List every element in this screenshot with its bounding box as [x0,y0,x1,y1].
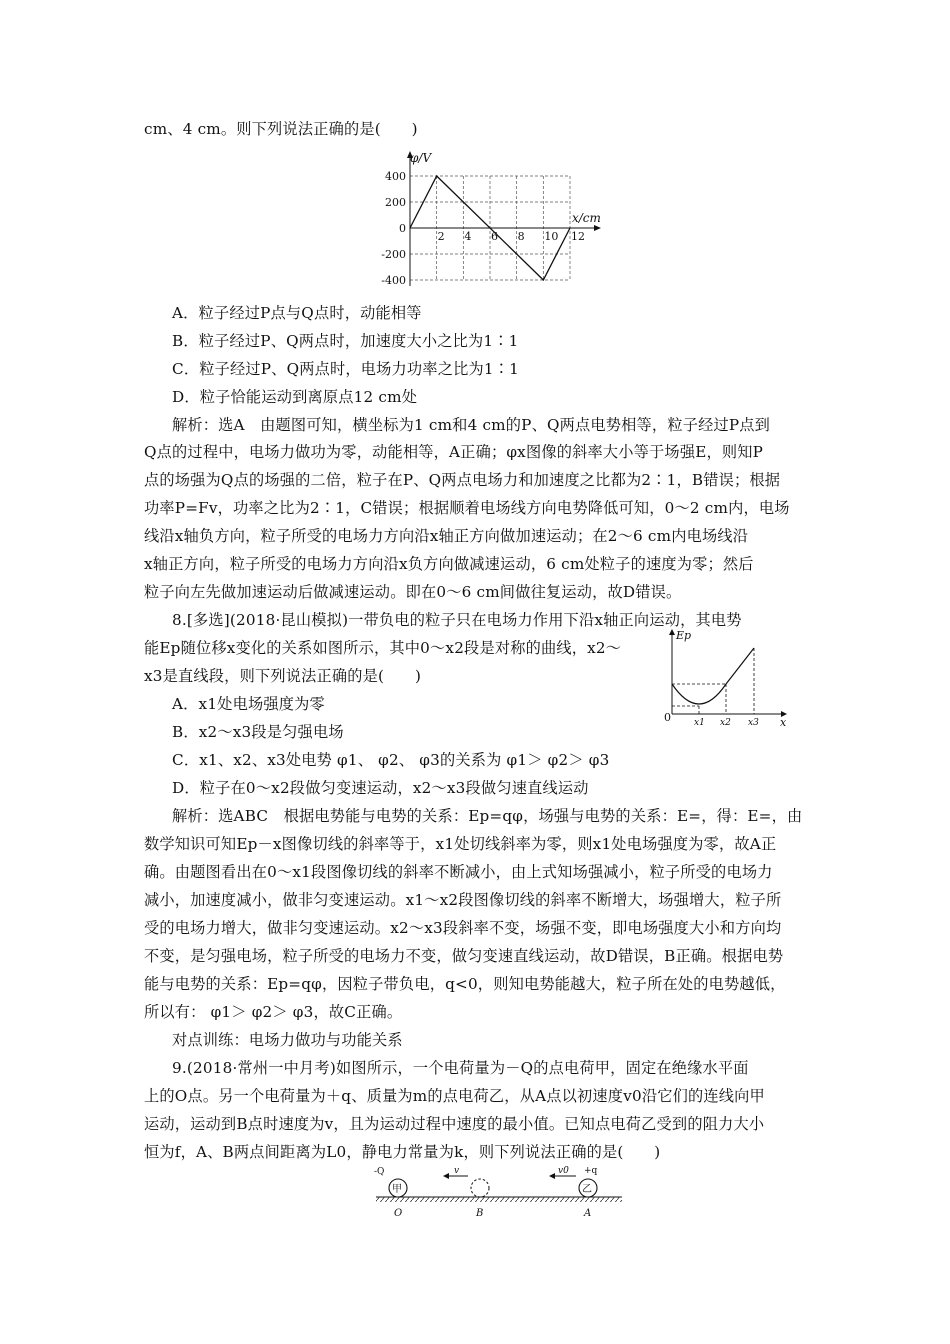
x-axis-arrow [594,225,601,231]
q9-stem-line: 运动，运动到B点时速度为v，且为运动过程中速度的最小值。已知点电荷乙受到的阻力大小 [144,1115,765,1133]
ep-straight-segment [726,648,754,684]
q9-stem-line: 恒为f，A、B两点间距离为L0，静电力常量为k，则下列说法正确的是( ) [144,1143,661,1161]
x-tick-label: 8 [517,230,525,243]
point-b: B [476,1208,484,1219]
phi-x-graph [380,148,610,298]
charge-jia-name: 甲 [392,1184,402,1195]
point-o: O [394,1208,403,1219]
ep-axis-label: Ep [676,629,692,642]
x-axis-label: x [780,716,787,729]
q8-option-d: D．粒子在0～x2段做匀变速运动，x2～x3段做匀速直线运动 [172,779,589,797]
q7-analysis-line: x轴正方向，粒子所受的电场力方向沿x负方向做减速运动，6 cm处粒子的速度为零；然后 [144,555,754,573]
q7-option-c: C．粒子经过P、Q两点时，电场力功率之比为1∶1 [172,360,519,378]
q7-analysis-line: 解析：选A 由题图可知，横坐标为1 cm和4 cm的P、Q两点电势相等，粒子经过P点到 [172,416,771,434]
y-tick-label: 400 [385,170,406,183]
point-a: A [584,1208,592,1219]
x-tick-label: 4 [464,230,472,243]
velocity-v0-label: v0 [558,1166,569,1176]
q8-analysis-line: 解析：选ABC 根据电势能与电势的关系：Ep=qφ，场强与电势的关系：E=，得：E=，由 [172,807,803,825]
q7-analysis-line: Q点的过程中，电场力做功为零，动能相等，A正确；φx图像的斜率大小等于场强E，则知P [144,443,764,461]
x-tick-label: 2 [437,230,445,243]
q8-analysis-line: 减小，加速度减小，做非匀变速运动。x1～x2段图像切线的斜率不断增大，场强增大，粒子所 [144,891,782,909]
charge-yi-value: +q [584,1166,598,1176]
q9-stem-line: 上的O点。另一个电荷量为＋q、质量为m的点电荷乙，从A点以初速度v0沿它们的连线向甲 [144,1087,765,1105]
ground-hatch [376,1197,622,1202]
question-7-stem-tail: cm、4 cm。则下列说法正确的是( ) [144,120,418,138]
y-axis-label: φ/V [410,151,432,165]
q7-analysis-line: 功率P=Fv，功率之比为2∶1，C错误；根据顺着电场线方向电势降低可知，0～2 cm内，电场 [144,499,790,517]
q7-option-b: B．粒子经过P、Q两点时，加速度大小之比为1∶1 [172,332,519,350]
velocity-v-label: v [454,1166,460,1176]
y-tick-label: -200 [381,248,406,261]
x1-tick-label: x1 [694,718,705,728]
q8-analysis-line: 不变，是匀强电场，粒子所受的电场力不变，做匀变速直线运动，故D错误，B正确。根据电势 [144,947,784,965]
origin-label: 0 [664,711,671,724]
x2-tick-label: x2 [720,718,731,728]
charge-jia-value: -Q [374,1167,385,1177]
q7-analysis-line: 点的场强为Q点的场强的二倍，粒子在P、Q两点电场力和加速度之比都为2∶1，B错误；根据 [144,471,781,489]
q8-analysis-line: 确。由题图看出在0～x1段图像切线的斜率不断减小，由上式知场强减小，粒子所受的电场力 [144,863,773,881]
x-axis-label: x/cm [572,211,601,225]
q8-option-a: A．x1处电场强度为零 [172,695,325,713]
origin-label: 0 [399,222,406,235]
x-tick-label: 10 [544,230,559,243]
q8-analysis-line: 受的电场力增大，做非匀变速运动。x2～x3段斜率不变，场强不变，即电场强度大小和方向均 [144,919,782,937]
y-tick-label: 200 [385,196,406,209]
section-heading: 对点训练：电场力做功与功能关系 [172,1031,403,1049]
ep-x-graph [662,626,792,730]
ep-curve [672,684,726,704]
q8-analysis-line: 所以有： φ1＞ φ2＞ φ3，故C正确。 [144,1003,403,1021]
q8-option-c: C．x1、x2、x3处电势 φ1、 φ2、 φ3的关系为 φ1＞ φ2＞ φ3 [172,751,610,769]
charge-yi-at-b [471,1179,489,1197]
q8-stem-line: x3是直线段，则下列说法正确的是( ) [144,667,422,685]
q8-stem-line: 能Ep随位移x变化的关系如图所示，其中0～x2段是对称的曲线，x2～ [144,639,622,657]
charge-yi-name: 乙 [582,1184,592,1195]
q8-stem-line: 8.[多选](2018·昆山模拟)一带负电的粒子只在电场力作用下沿x轴正向运动，其电势 [172,611,742,629]
q9-stem-line: 9.(2018·常州一中月考)如图所示，一个电荷量为－Q的点电荷甲，固定在绝缘水平面 [172,1059,749,1077]
charges-diagram [372,1164,628,1222]
q7-option-a: A．粒子经过P点与Q点时，动能相等 [172,304,422,322]
q8-analysis-line: 数学知识可知Ep－x图像切线的斜率等于，x1处切线斜率为零，则x1处电场强度为零，故A正 [144,835,777,853]
q7-option-d: D．粒子恰能运动到离原点12 cm处 [172,388,418,406]
q8-option-b: B．x2～x3段是匀强电场 [172,723,344,741]
y-tick-label: -400 [381,274,406,287]
q8-analysis-line: 能与电势的关系：Ep=qφ，因粒子带负电，q<0，则知电势能越大，粒子所在处的电势越低， [144,975,786,993]
x-tick-label: 12 [571,230,585,243]
x-tick-label: 6 [491,230,498,243]
x3-tick-label: x3 [748,718,759,728]
q7-analysis-line: 线沿x轴负方向，粒子所受的电场力方向沿x轴正方向做加速运动；在2～6 cm内电场线沿 [144,527,749,545]
q7-analysis-line: 粒子向左先做加速运动后做减速运动。即在0～6 cm间做往复运动，故D错误。 [144,583,682,601]
